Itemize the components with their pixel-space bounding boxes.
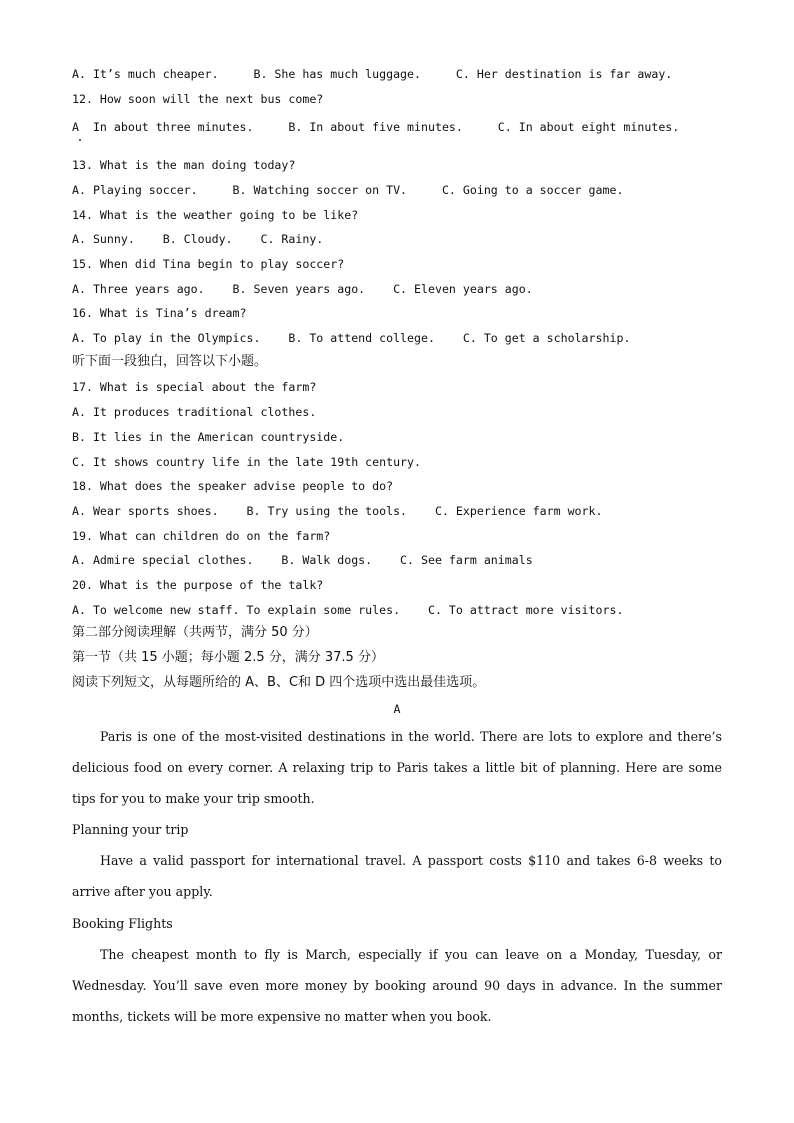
q15-question: 15. When did Tina begin to play soccer? xyxy=(72,257,345,271)
q20-question: 20. What is the purpose of the talk? xyxy=(72,578,324,592)
subsection-title: 第一节（共 15 小题；每小题 2.5 分，满分 37.5 分） xyxy=(72,650,384,665)
q13-options: A. Playing soccer. B. Watching soccer on TV. C. Going to a soccer game. xyxy=(72,183,624,197)
monologue-instruction: 听下面一段独白，回答以下小题。 xyxy=(72,354,268,369)
q11-options: A. It’s much cheaper. B. She has much luggage. C. Her destination is far away. xyxy=(72,67,673,81)
q17-option-a: A. It produces traditional clothes. xyxy=(72,405,317,419)
passage-letter: A xyxy=(393,702,401,716)
q14-question: 14. What is the weather going to be like? xyxy=(72,208,359,222)
reading-instruction: 阅读下列短文，从每题所给的 A、B、C和 D 四个选项中选出最佳选项。 xyxy=(72,675,486,690)
q16-question: 16. What is Tina’s dream? xyxy=(72,306,247,320)
q12-question: 12. How soon will the next bus come? xyxy=(72,92,324,106)
q18-question: 18. What does the speaker advise people to do? xyxy=(72,479,394,493)
q18-options: A. Wear sports shoes. B. Try using the tools. C. Experience farm work. xyxy=(72,504,603,518)
q15-options: A. Three years ago. B. Seven years ago. C. Eleven years ago. xyxy=(72,282,533,296)
passage-intro: Paris is one of the most-visited destinations in the world. There are lots to explore and there’s delicious food on every corner. A relaxing trip to Paris takes a little bit of planning. Here are some tips for you to make your trip smooth. xyxy=(72,729,722,806)
q17-question: 17. What is special about the farm? xyxy=(72,380,317,394)
q16-options: A. To play in the Olympics. B. To attend college. C. To get a scholarship. xyxy=(72,331,631,345)
q20-options: A. To welcome new staff. To explain some rules. C. To attract more visitors. xyxy=(72,603,624,617)
q14-options: A. Sunny. B. Cloudy. C. Rainy. xyxy=(72,232,324,246)
q17-option-b: B. It lies in the American countryside. xyxy=(72,430,345,444)
paragraph-passport: Have a valid passport for international travel. A passport costs $110 and takes 6-8 weeks to arrive after you apply. xyxy=(72,853,722,899)
stray-mark xyxy=(79,139,81,141)
q19-question: 19. What can children do on the farm? xyxy=(72,529,331,543)
heading-planning: Planning your trip xyxy=(72,822,189,837)
q17-option-c: C. It shows country life in the late 19th century. xyxy=(72,455,422,469)
q12-options: A In about three minutes. B. In about five minutes. C. In about eight minutes. xyxy=(72,120,680,134)
q13-question: 13. What is the man doing today? xyxy=(72,158,296,172)
part-title: 第二部分阅读理解（共两节，满分 50 分） xyxy=(72,625,318,640)
paragraph-flights: The cheapest month to fly is March, especially if you can leave on a Monday, Tuesday, or Wednesday. You’ll save even more money by booking around 90 days in advance. In the summer months, tickets will be more expensive no matter when you book. xyxy=(72,947,722,1024)
heading-booking: Booking Flights xyxy=(72,916,173,931)
q19-options: A. Admire special clothes. B. Walk dogs. C. See farm animals xyxy=(72,553,533,567)
